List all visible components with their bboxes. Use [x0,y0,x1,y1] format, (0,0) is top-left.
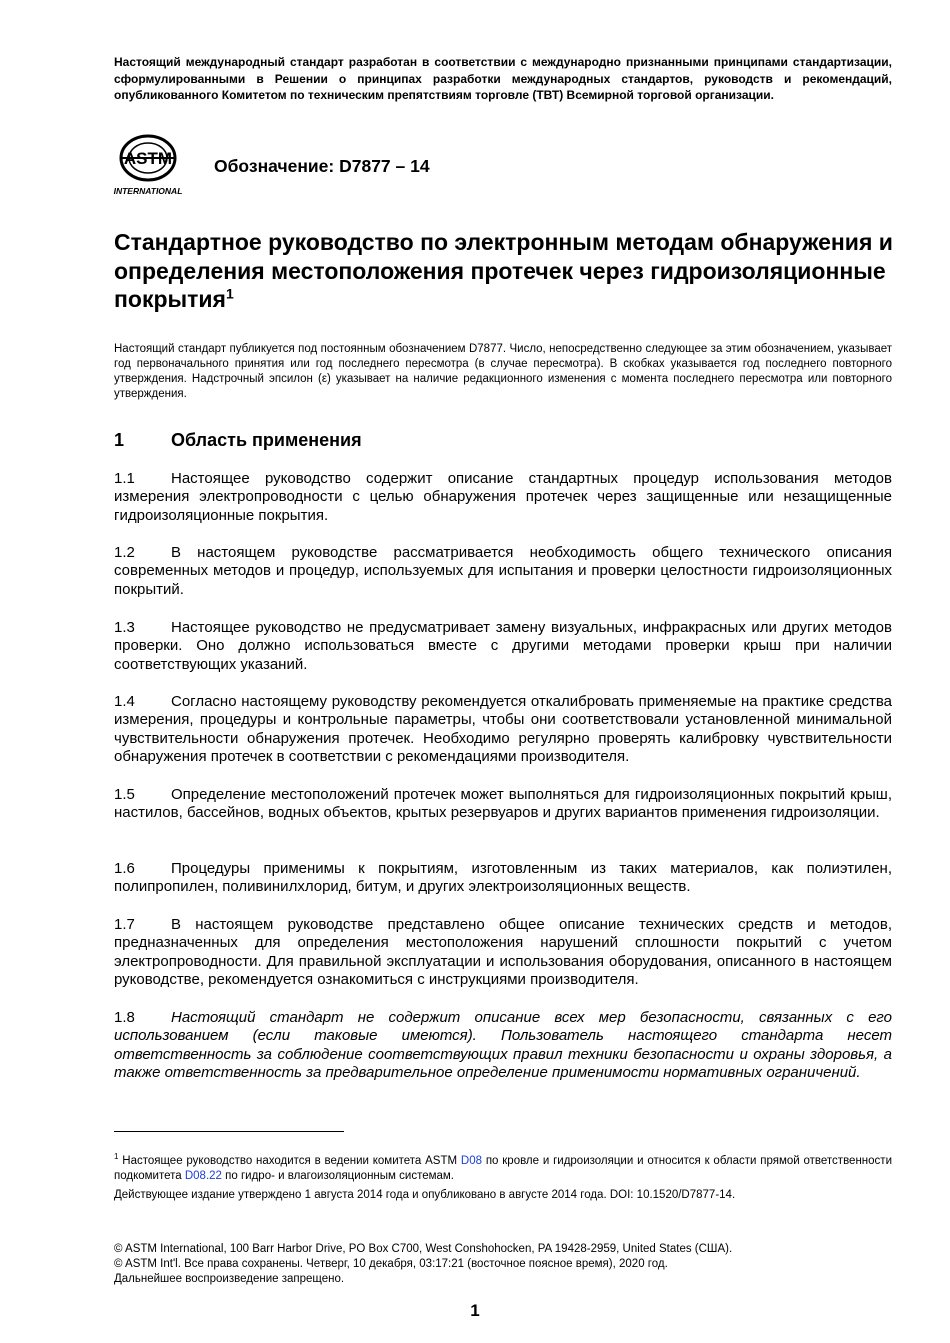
paragraph [114,860,892,897]
footnote [114,1149,892,1184]
paragraph-number: 1.6 [114,860,135,877]
paragraph-number: 1.3 [114,619,135,636]
approval-note: Действующее издание утверждено 1 августа 2014 года и опубликовано в августе 2014 года. DOI: 10.1520/D7877-14. [114,1189,736,1201]
paragraph-text: Настоящее руководство не предусматривает замену визуальных, инфракрасных или других методов проверки. Оно должно использоваться вместе с другими методами проверки крыш при наличии соответствующих указаний. [114,619,892,673]
publication-note: Настоящий стандарт публикуется под постоянным обозначением D7877. Число, непосредственно следующее за этим обозначением, указывает год первоначального принятия или год последнего пересмотра (в случае пересмотра). В скобках указывается год последнего повторного утверждения. Надстрочный эпсилон (ε) указывает на наличие редакционного изменения с момента последнего пересмотра или повторного утверждения. [114,343,892,400]
title-footnote-mark: 1 [225,285,234,302]
footnote-divider [114,1131,344,1132]
committee-link[interactable]: D08 [460,1154,483,1167]
footnote-text-3: по гидро- и влагоизоляционным системам. [221,1169,455,1182]
copyright-line: © ASTM International, 100 Barr Harbor Drive, PO Box C700, West Conshohocken, PA 19428-2959, United States (США). [114,1243,733,1255]
section-number: 1 [114,430,125,450]
copyright-line: © ASTM Int'l. Все права сохранены. Четверг, 10 декабря, 03:17:21 (восточное поясное время), 2020 год. [114,1258,668,1270]
subcommittee-link[interactable]: D08.22 [184,1169,222,1182]
footnote-mark: 1 [114,1152,119,1161]
title-text: Стандартное руководство по электронным методам обнаружения и определения местоположения протечек через гидроизоляционные покрытия [114,229,893,312]
paragraph [114,786,892,823]
logo-text: ASTM [123,149,173,168]
footnote-text-2: по кровле и гидроизоляции и относится к области прямой ответственности подкомитета [114,1154,892,1182]
paragraph-number: 1.1 [114,470,135,487]
paragraph-number: 1.8 [114,1009,135,1026]
logo-subtext: INTERNATIONAL [113,186,183,196]
paragraph-text: Определение местоположений протечек может выполняться для гидроизоляционных покрытий крыш, настилов, бассейнов, водных объектов, крытых резервуаров и других вариантов применения гидроизоляции. [114,786,892,822]
paragraph-text: В настоящем руководстве рассматривается необходимость общего технического описания современных методов и процедур, используемых для испытания и проверки целостности гидроизоляционных покрытий. [114,544,892,598]
paragraph-number: 1.7 [114,916,135,933]
document-title [114,228,894,314]
paragraph [114,916,892,989]
paragraph-text: Настоящий стандарт не содержит описание всех мер безопасности, связанных с его использованием (если таковые имеются). Пользователь настоящего стандарта несет ответственность за соблюдение соответствующих правил техники безопасности и охраны здоровья, а также ответственность за предварительное определение применимости нормативных ограничений. [114,1009,892,1081]
paragraph-number: 1.4 [114,693,135,710]
paragraph-text: Согласно настоящему руководству рекомендуется откалибровать применяемые на практике средства измерения, процедуры и контрольные параметры, чтобы они соответствовали установленной минимальной чувствительности обнаружения протечек. Необходимо регулярно проверять калибровку чувствительности обнаружения протечек в соответствии с рекомендациями производителя. [114,693,892,765]
header-notice: Настоящий международный стандарт разработан в соответствии с международно признанными принципами стандартизации, сформулированными в Решении о принципах разработки международных стандартов, руководств и рекомендаций, опубликованного Комитетом по техническим препятствиям торговле (ТВТ) Всемирной торговой организации. [114,55,892,102]
designation: Обозначение: D7877 – 14 [214,156,430,176]
paragraph [114,619,892,674]
paragraph-text: В настоящем руководстве представлено общее описание технических средств и методов, предназначенных для определения местоположения нарушений сплошности покрытий с учетом электропроводности. Для правильной эксплуатации и использования оборудования, описанного в настоящем руководстве, рекомендуется ознакомиться с инструкциями производителя. [114,916,892,988]
paragraph-number: 1.2 [114,544,135,561]
copyright-block [114,1242,892,1287]
paragraph [114,544,892,599]
paragraph-number: 1.5 [114,786,135,803]
paragraph-text: Процедуры применимы к покрытиям, изготовленным из таких материалов, как полиэтилен, полипропилен, поливинилхлорид, битум, и других электроизоляционных веществ. [114,860,892,896]
section-title: Область применения [171,430,362,450]
paragraph-safety [114,1009,892,1082]
footnote-text-1: Настоящее руководство находится в ведении комитета ASTM [122,1154,461,1167]
section-heading [114,430,362,451]
paragraph [114,470,892,525]
page-number: 1 [470,1301,480,1320]
paragraph [114,693,892,766]
paragraph-text: Настоящее руководство содержит описание стандартных процедур использования методов измерения электропроводности с целью обнаружения протечек через защищенные или незащищенные гидроизоляционные покрытия. [114,470,892,524]
copyright-line: Дальнейшее воспроизведение запрещено. [114,1273,345,1285]
astm-logo [113,134,183,198]
